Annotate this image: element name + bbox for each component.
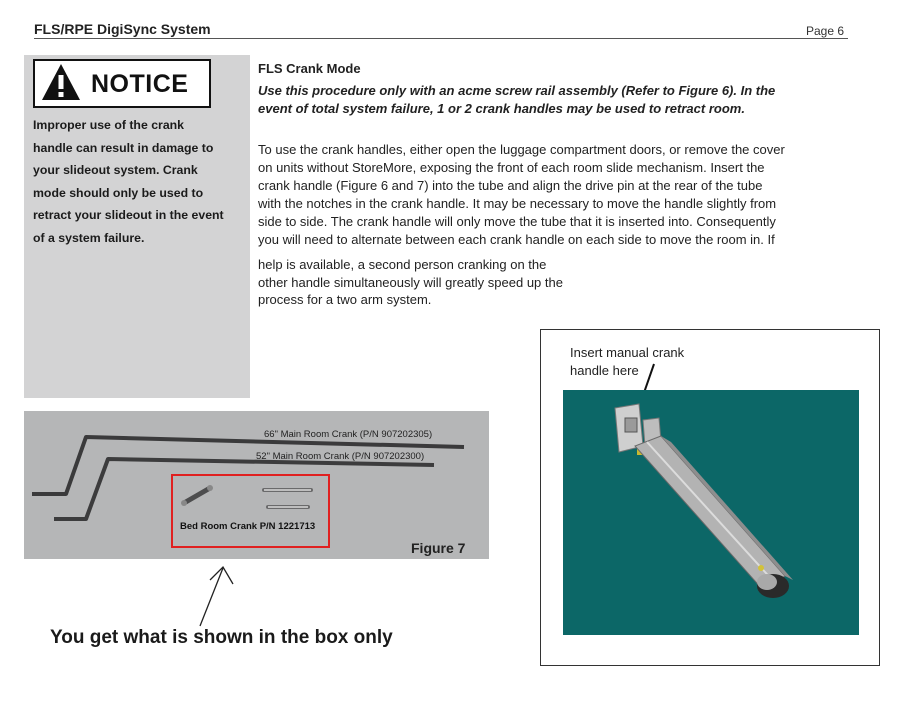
body-paragraph-continued [258, 256, 618, 309]
figure-6-render [563, 390, 859, 635]
section-subtitle [258, 82, 868, 118]
body-line: help is available, a second person cranking on the [258, 257, 547, 272]
figure-7-photo [24, 411, 489, 559]
notice-line: handle can result in damage to [33, 140, 214, 155]
subtitle-line: event of total system failure, 1 or 2 crank handles may be used to retract room. [258, 101, 745, 116]
notice-label: NOTICE [91, 70, 189, 98]
caption-line: Insert manual crank [570, 345, 685, 360]
included-parts-highlight-box [171, 474, 330, 548]
acme-screw-rail-illustration [563, 390, 859, 635]
page-number: Page 6 [806, 24, 845, 38]
main-room-crank-66-label: 66" Main Room Crank (P/N 907202305) [264, 429, 433, 440]
header-rule [34, 38, 848, 39]
caption-line: handle here [570, 363, 639, 378]
body-line: other handle simultaneously will greatly speed up the [258, 274, 563, 290]
body-line: crank handle (Figure 6 and 7) into the tube and align the drive pin at the rear of the tube [258, 178, 763, 193]
main-room-crank-52-label: 52" Main Room Crank (P/N 907202300) [256, 451, 425, 462]
notice-line: of a system failure. [33, 230, 145, 245]
body-paragraph [258, 141, 868, 249]
notice-text [33, 114, 248, 249]
callout-arrow [190, 562, 250, 632]
notice-line: Improper use of the crank [33, 118, 185, 132]
section-title: FLS Crank Mode [258, 61, 361, 76]
callout-note: You get what is shown in the box only [50, 627, 393, 648]
body-line: you will need to alternate between each crank handle on each side to move the room in. If [258, 232, 775, 247]
body-line: process for a two arm system. [258, 292, 432, 307]
notice-line: retract your slideout in the event [33, 208, 224, 222]
document-header-title: FLS/RPE DigiSync System [34, 21, 211, 37]
body-line: on units without StoreMore, exposing the front of each room slide mechanism. Insert the [258, 160, 765, 175]
bed-room-crank-label: Bed Room Crank P/N 1221713 [180, 521, 316, 532]
warning-icon [41, 63, 81, 101]
notice-line: mode should only be used to [33, 185, 204, 200]
notice-line: your slideout system. Crank [33, 163, 198, 177]
body-line: To use the crank handles, either open the luggage compartment doors, or remove the cover [258, 142, 785, 157]
figure-7-caption: Figure 7 [411, 540, 466, 556]
rail-tube [635, 436, 793, 590]
subtitle-line: Use this procedure only with an acme screw rail assembly (Refer to Figure 6). In the [258, 83, 776, 98]
body-line: side to side. The crank handle will only move the tube that it is inserted into. Consequently [258, 214, 776, 229]
body-line: with the notches in the crank handle. It may be necessary to move the handle slightly from [258, 196, 777, 211]
